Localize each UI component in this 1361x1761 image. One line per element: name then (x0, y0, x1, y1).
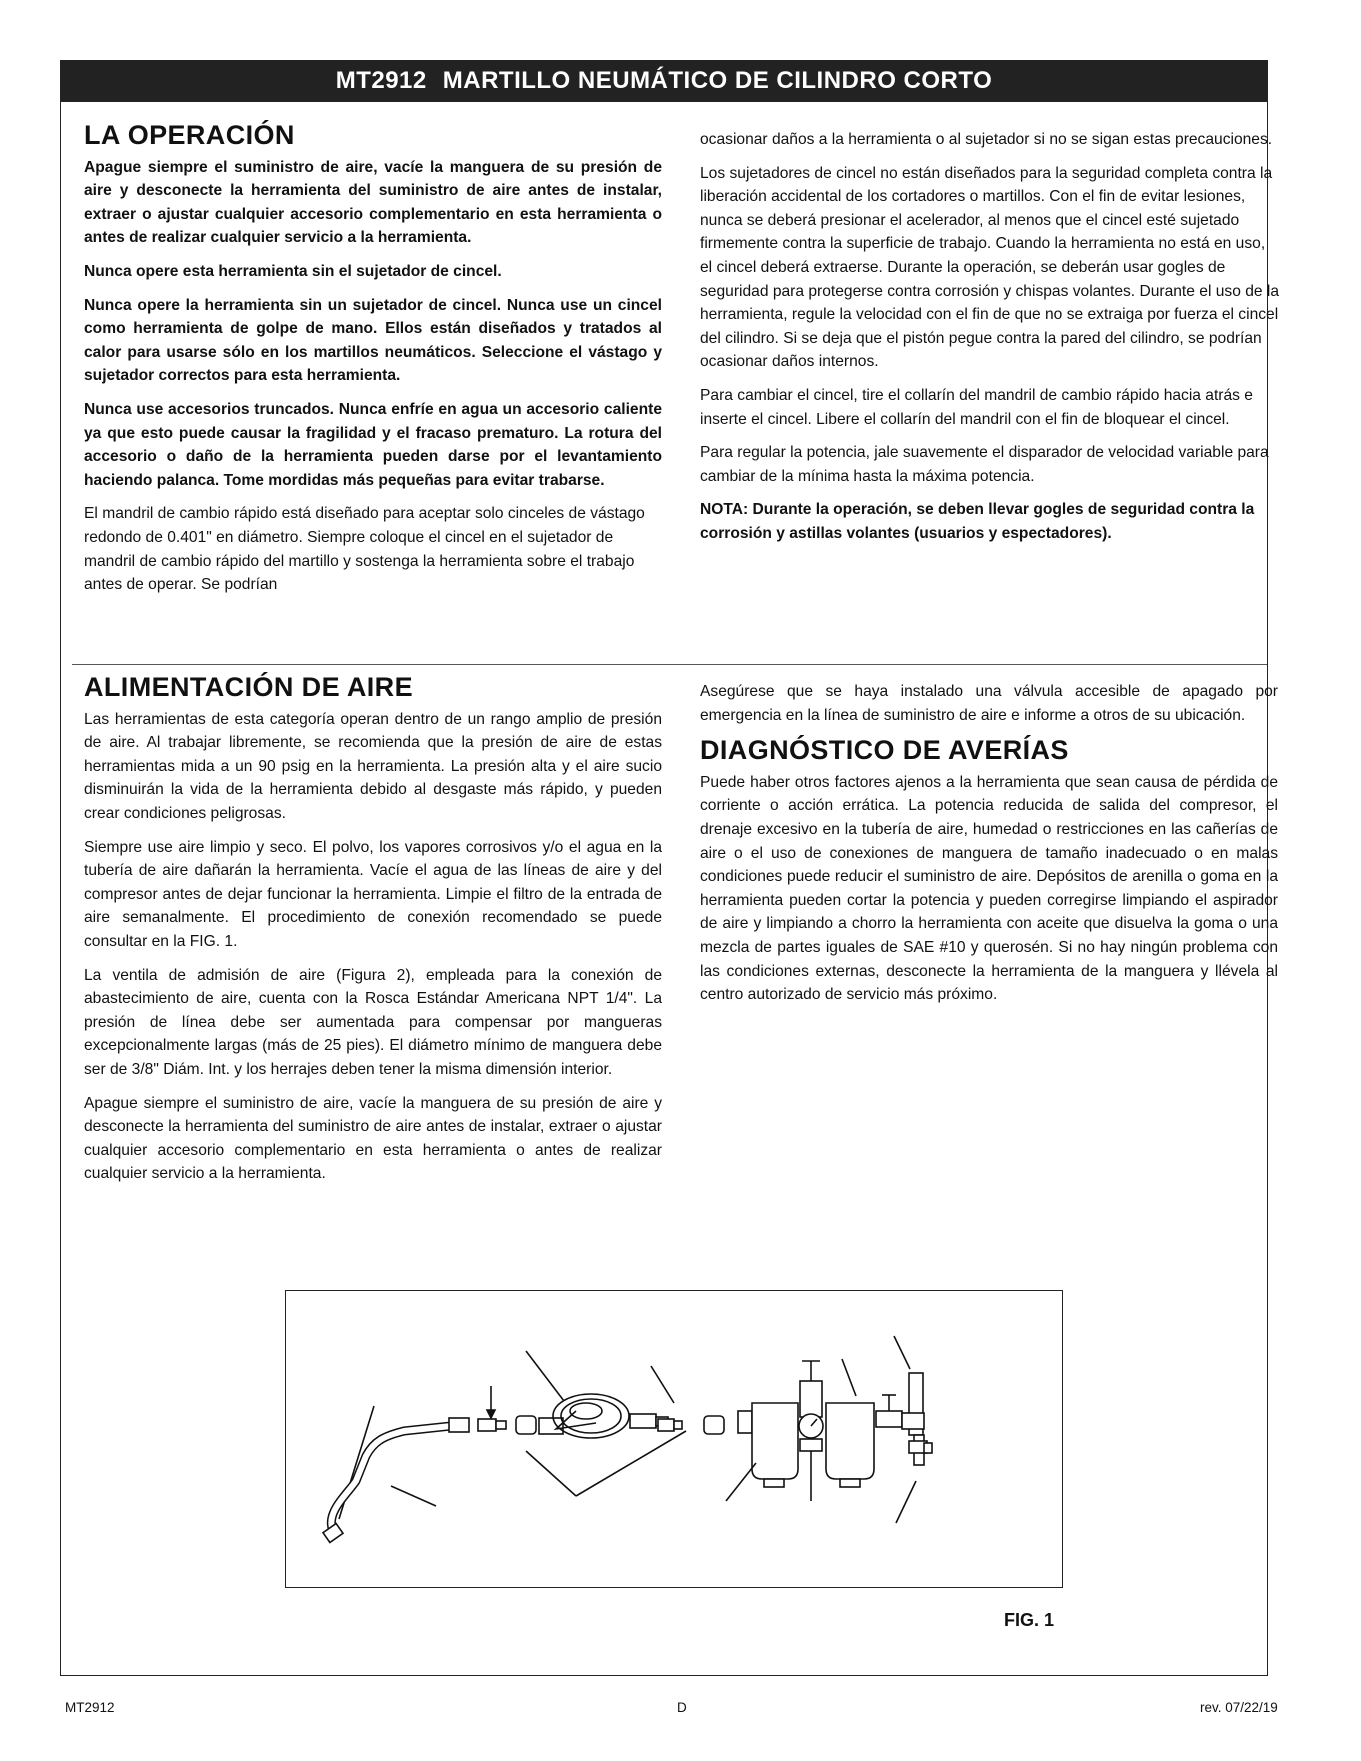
pointer-line (726, 1463, 756, 1501)
pointer-line (894, 1336, 910, 1369)
operation-paragraph-7: Los sujetadores de cincel no están diseñados para la seguridad completa contra la liberación accidental de los cortadores o martillos. Con el fin de evitar lesiones, nunca se deberá presionar el acelerador, al menos que el cincel esté sujetado firmemente contra la superficie de trabajo. Cuando la herramienta no está en uso, el cincel deberá extraerse. Durante la operación, se deberán usar gogles de seguridad para protegerse contra corrosión y chispas volantes. Durante el uso de la herramienta, regule la velocidad con el fin de que no se extraiga por fuerza el cincel del cilindro. Si se deja que el pistón pegue contra la pared del cilindro, se podrían ocasionar daños internos. (700, 164, 1280, 371)
shutoff-valve (876, 1411, 902, 1427)
air-paragraph-3: La ventila de admisión de aire (Figura 2), empleada para la conexión de abastecimiento de aire, cuenta con la Rosca Estándar Americana NPT 1/4". La presión de línea debe ser aumentada para compensar por mangueras excepcionalmente largas (más de 25 pies). El diámetro mínimo de manguera debe ser de 3/8" Diám. Int. y los herrajes deben tener la misma dimensión interior. (84, 966, 662, 1078)
air-left-column (84, 672, 662, 1196)
operation-paragraph-5: El mandril de cambio rápido está diseñado para aceptar solo cinceles de vástago redondo de 0.401" en diámetro. Siempre coloque el cincel en el sujetador de mandril de cambio rápido del martillo y sostenga la herramienta sobre el trabajo antes de operar. Se podrían (84, 505, 645, 594)
figure-1-box (285, 1290, 1063, 1588)
regulator (800, 1381, 822, 1417)
pointer-line (526, 1451, 576, 1496)
pointer-line (576, 1431, 686, 1496)
air-filter (752, 1403, 798, 1479)
coupler-plug (478, 1419, 496, 1431)
operation-warning-1: Apague siempre el suministro de aire, vacíe la manguera de su presión de aire y desconecte la herramienta del suministro de aire antes de instalar, extraer o ajustar cualquier accesorio complementario en esta herramienta o antes de realizar cualquier servicio a la herramienta. (84, 158, 662, 247)
pointer-line (391, 1486, 436, 1506)
hose-end-fitting (323, 1523, 343, 1542)
operation-paragraph-9: Para regular la potencia, jale suavemente el disparador de velocidad variable para cambiar de la mínima hasta la máxima potencia. (700, 444, 1269, 485)
model-number: MT2912 (335, 67, 427, 94)
pointer-line (842, 1359, 856, 1396)
air-right-column (700, 680, 1278, 1017)
footer-revision: rev. 07/22/19 (1200, 1700, 1278, 1715)
page-title: MARTILLO NEUMÁTICO DE CILINDRO CORTO (442, 67, 993, 94)
operation-warning-4: Nunca use accesorios truncados. Nunca enfríe en agua un accesorio caliente ya que esto puede causar la fragilidad y el fracaso prematuro. La rotura del accesorio o daño de la herramienta pueden darse por el levantamiento haciendo palanca. Tome mordidas más pequeñas para evitar trabarse. (84, 400, 662, 489)
second-plug (658, 1419, 674, 1431)
operation-heading: LA OPERACIÓN (84, 120, 295, 150)
operation-right-column (700, 128, 1280, 556)
title-bar (60, 60, 1268, 102)
air-paragraph-5: Asegúrese que se haya instalado una válvula accesible de apagado por emergencia en la línea de suministro de aire e informe a otros de su ubicación. (700, 683, 1278, 724)
operation-paragraph-8: Para cambiar el cincel, tire el collarín del mandril de cambio rápido hacia atrás e inserte el cincel. Libere el collarín del mandril con el fin de bloquear el cincel. (700, 386, 1253, 428)
air-heading: ALIMENTACIÓN DE AIRE (84, 672, 413, 702)
hose-connector (449, 1418, 469, 1432)
operation-warning-2: Nunca opere esta herramienta sin el sujetador de cincel. (84, 262, 502, 280)
pointer-line (651, 1366, 674, 1403)
whip-connector (630, 1414, 656, 1428)
air-paragraph-4: Apague siempre el suministro de aire, vacíe la manguera de su presión de aire y desconecte la herramienta del suministro de aire antes de instalar, extraer o ajustar cualquier accesorio complementario en esta herramienta o antes de realizar cualquier servicio a la herramienta. (84, 1094, 662, 1183)
second-coupler (704, 1416, 724, 1434)
pointer-line (526, 1351, 564, 1401)
air-supply-connection-diagram (286, 1291, 1062, 1587)
footer-page: D (677, 1700, 687, 1715)
operation-note: NOTA: Durante la operación, se deben llevar gogles de seguridad contra la corrosión y astillas volantes (usuarios y espectadores). (700, 501, 1255, 542)
figure-label: FIG. 1 (1004, 1610, 1055, 1630)
footer-model: MT2912 (65, 1700, 115, 1715)
diagnostics-paragraph: Puede haber otros factores ajenos a la herramienta que sean causa de pérdida de corriente o acción errática. La potencia reducida de salida del compresor, el drenaje excesivo en la tubería de aire, humedad o restricciones en las cañerías de aire o el uso de conexiones de manguera de tamaño inadecuado o en malas condiciones puede reducir el suministro de aire. Depósitos de arenilla o goma en la herramienta pueden cortar la potencia y pueden corregirse limpiando el aspirador de aire y limpiando a chorro la herramienta con aceite que disuelva la goma o una mezcla de partes iguales de SAE #10 y querosén. Si no hay ningún problema con las condiciones externas, desconecte la herramienta de la manguera y llévela al centro autorizado de servicio más próximo. (700, 773, 1278, 1004)
coupler-body (516, 1416, 536, 1434)
coiled-hose (553, 1394, 629, 1438)
operation-left-column (84, 120, 662, 607)
air-paragraph-2: Siempre use aire limpio y seco. El polvo, los vapores corrosivos y/o el agua en la tubería de aire dañarán la herramienta. Vacíe el agua de las líneas de aire y del compresor antes de dejar funcionar la herramienta. Limpie el filtro de la entrada de aire semanalmente. El procedimiento de conexión recomendado se puede consultar en la FIG. 1. (84, 838, 662, 950)
section-divider (72, 664, 1267, 665)
operation-warning-3: Nunca opere la herramienta sin un sujetador de cincel. Nunca use un cincel como herramienta de golpe de mano. Ellos están diseñados y tratados al calor para usarse sólo en los martillos neumáticos. Seleccione el vástago y sujetador correctos para esta herramienta. (84, 296, 662, 385)
pointer-line (896, 1481, 916, 1523)
lubricator (826, 1403, 874, 1479)
operation-paragraph-6: ocasionar daños a la herramienta o al sujetador si no se sigan estas precauciones. (700, 131, 1273, 148)
air-hose (331, 1426, 451, 1536)
air-paragraph-1: Las herramientas de esta categoría operan dentro de un rango amplio de presión de aire. Al trabajar libremente, se recomienda que la presión de aire de estas herramientas mida a un 90 psig en la herramienta. La presión alta y el aire sucio disminuirán la vida de la herramienta debido al desgaste más rápido, y pueden crear condiciones peligrosas. (84, 710, 662, 822)
diagnostics-heading: DIAGNÓSTICO DE AVERÍAS (700, 735, 1069, 766)
